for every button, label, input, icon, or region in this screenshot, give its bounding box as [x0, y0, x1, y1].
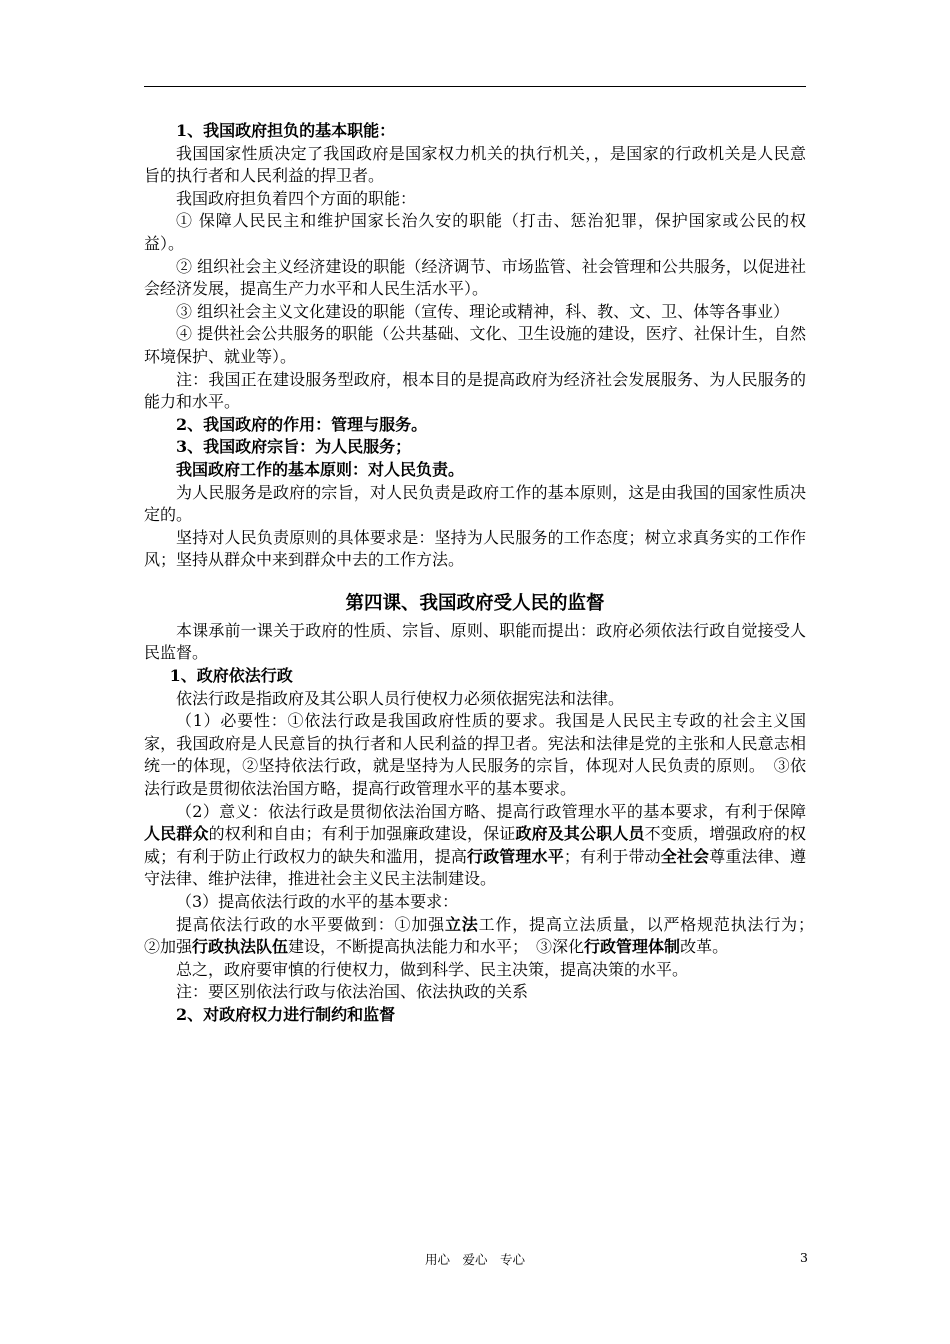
necessity-paragraph: （1）必要性：①依法行政是我国政府性质的要求。我国是人民民主专政的社会主义国家，我国政府是人民意旨的执行者和人民利益的捍卫者。宪法和法律是党的主张和人民意志相统一的体现，②坚持依法行政，就是坚持为人民服务的宗旨，体现对人民负责的原则。 ③依法行政是贯彻依法治国方略，提高行政管理水平的基本要求。	[144, 711, 806, 799]
significance-text-c: 的权利和自由；有利于加强廉政建设，保证	[208, 824, 516, 844]
page-content	[144, 120, 822, 1027]
summary-paragraph: 总之，政府要审慎的行使权力，做到科学、民主决策，提高决策的水平。	[176, 959, 689, 979]
subsection-heading-supervision: 2、对政府权力进行制约和监督	[176, 1004, 396, 1024]
paragraph-nature: 我国国家性质决定了我国政府是国家权力机关的执行机关，，是国家的行政机关是人民意旨的执行者和人民利益的捍卫者。	[144, 143, 806, 186]
section-heading-2: 2、我国政府的作用：管理与服务。	[176, 414, 428, 434]
significance-text-d: 不变质，增强政府的权威；有利于防止行政权力的缺失和滥用，提高	[144, 824, 806, 866]
paragraph-purpose: 为人民服务是政府的宗旨，对人民负责是政府工作的基本原则，这是由我国的国家性质决定的。	[144, 482, 806, 525]
significance-text-f: 尊重法律、遵守法律、维护法律，推进社会主义民主法制建设。	[144, 846, 806, 889]
requirements-text-a: 提高依法行政的水平要做到：①加强	[176, 914, 445, 934]
requirements-heading: （3）提高依法行政的水平的基本要求：	[176, 892, 459, 911]
chapter-intro: 本课承前一课关于政府的性质、宗旨、原则、职能而提出：政府必须依法行政自觉接受人民监督。	[144, 620, 806, 663]
requirements-paragraph	[144, 914, 822, 959]
function-item-2: ② 组织社会主义经济建设的职能（经济调节、市场监管、社会管理和公共服务，以促进社会经济发展，提高生产力水平和人民生活水平）。	[144, 256, 806, 299]
chapter-title: 第四课、我国政府受人民的监督	[345, 592, 605, 614]
significance-paragraph	[144, 801, 806, 891]
footer-slogan: 用心 爱心 专心	[424, 1252, 525, 1267]
subsection-heading-law-administration: 1、政府依法行政	[169, 666, 293, 686]
significance-bold-3: 行政管理水平	[466, 846, 564, 866]
paragraph-requirements: 坚持对人民负责原则的具体要求是：坚持为人民服务的工作态度；树立求真务实的工作作风；坚持从群众中来到群众中去的工作方法。	[144, 527, 806, 570]
paragraph-four-functions: 我国政府担负着四个方面的职能：	[176, 188, 417, 208]
requirements-bold-3: 行政管理体制	[584, 937, 681, 957]
requirements-text-c: 工作，提高立法质量，以严格规范执法行为； ②加强	[144, 914, 822, 957]
significance-text-e: ；有利于带动	[563, 846, 661, 866]
requirements-bold-2: 行政执法队伍	[192, 937, 289, 957]
significance-bold-4: 全社会	[660, 846, 710, 866]
significance-bold-2: 政府及其公职人员	[515, 824, 645, 844]
requirements-text-e: 改革。	[680, 937, 729, 957]
function-item-4: ④ 提供社会公共服务的职能（公共基础、文化、卫生设施的建设，医疗、社保计生，自然环境保护、就业等）。	[144, 324, 806, 366]
significance-bold-1: 人民群众	[144, 824, 209, 844]
page-number: 3	[800, 1250, 808, 1265]
requirements-text-d: 建设，不断提高执法能力和水平； ③深化	[288, 937, 585, 957]
function-item-3: ③ 组织社会主义文化建设的职能（宣传、理论或精神，科、教、文、卫、体等各事业）	[176, 301, 790, 321]
principle-heading: 我国政府工作的基本原则：对人民负责。	[176, 459, 465, 479]
significance-text-a: （2）意义：依法行政是贯彻依法治国方略、提高行政管理水平的基本要求，有利于保障	[176, 801, 806, 821]
section-heading-3: 3、我国政府宗旨：为人民服务；	[176, 437, 412, 457]
note-service-government: 注：我国正在建设服务型政府，根本目的是提高政府为经济社会发展服务、为人民服务的能力和水平。	[144, 369, 806, 412]
section-heading-1: 1、我国政府担负的基本职能：	[176, 121, 396, 140]
function-item-1: ① 保障人民民主和维护国家长治久安的职能（打击、惩治犯罪，保护国家或公民的权益）。	[144, 211, 806, 253]
definition-paragraph: 依法行政是指政府及其公职人员行使权力必须依据宪法和法律。	[176, 688, 625, 708]
note-relationship: 注：要区别依法行政与依法治国、依法执政的关系	[176, 982, 529, 1002]
requirements-bold-1: 立法	[444, 914, 479, 934]
header-rule	[144, 86, 806, 87]
